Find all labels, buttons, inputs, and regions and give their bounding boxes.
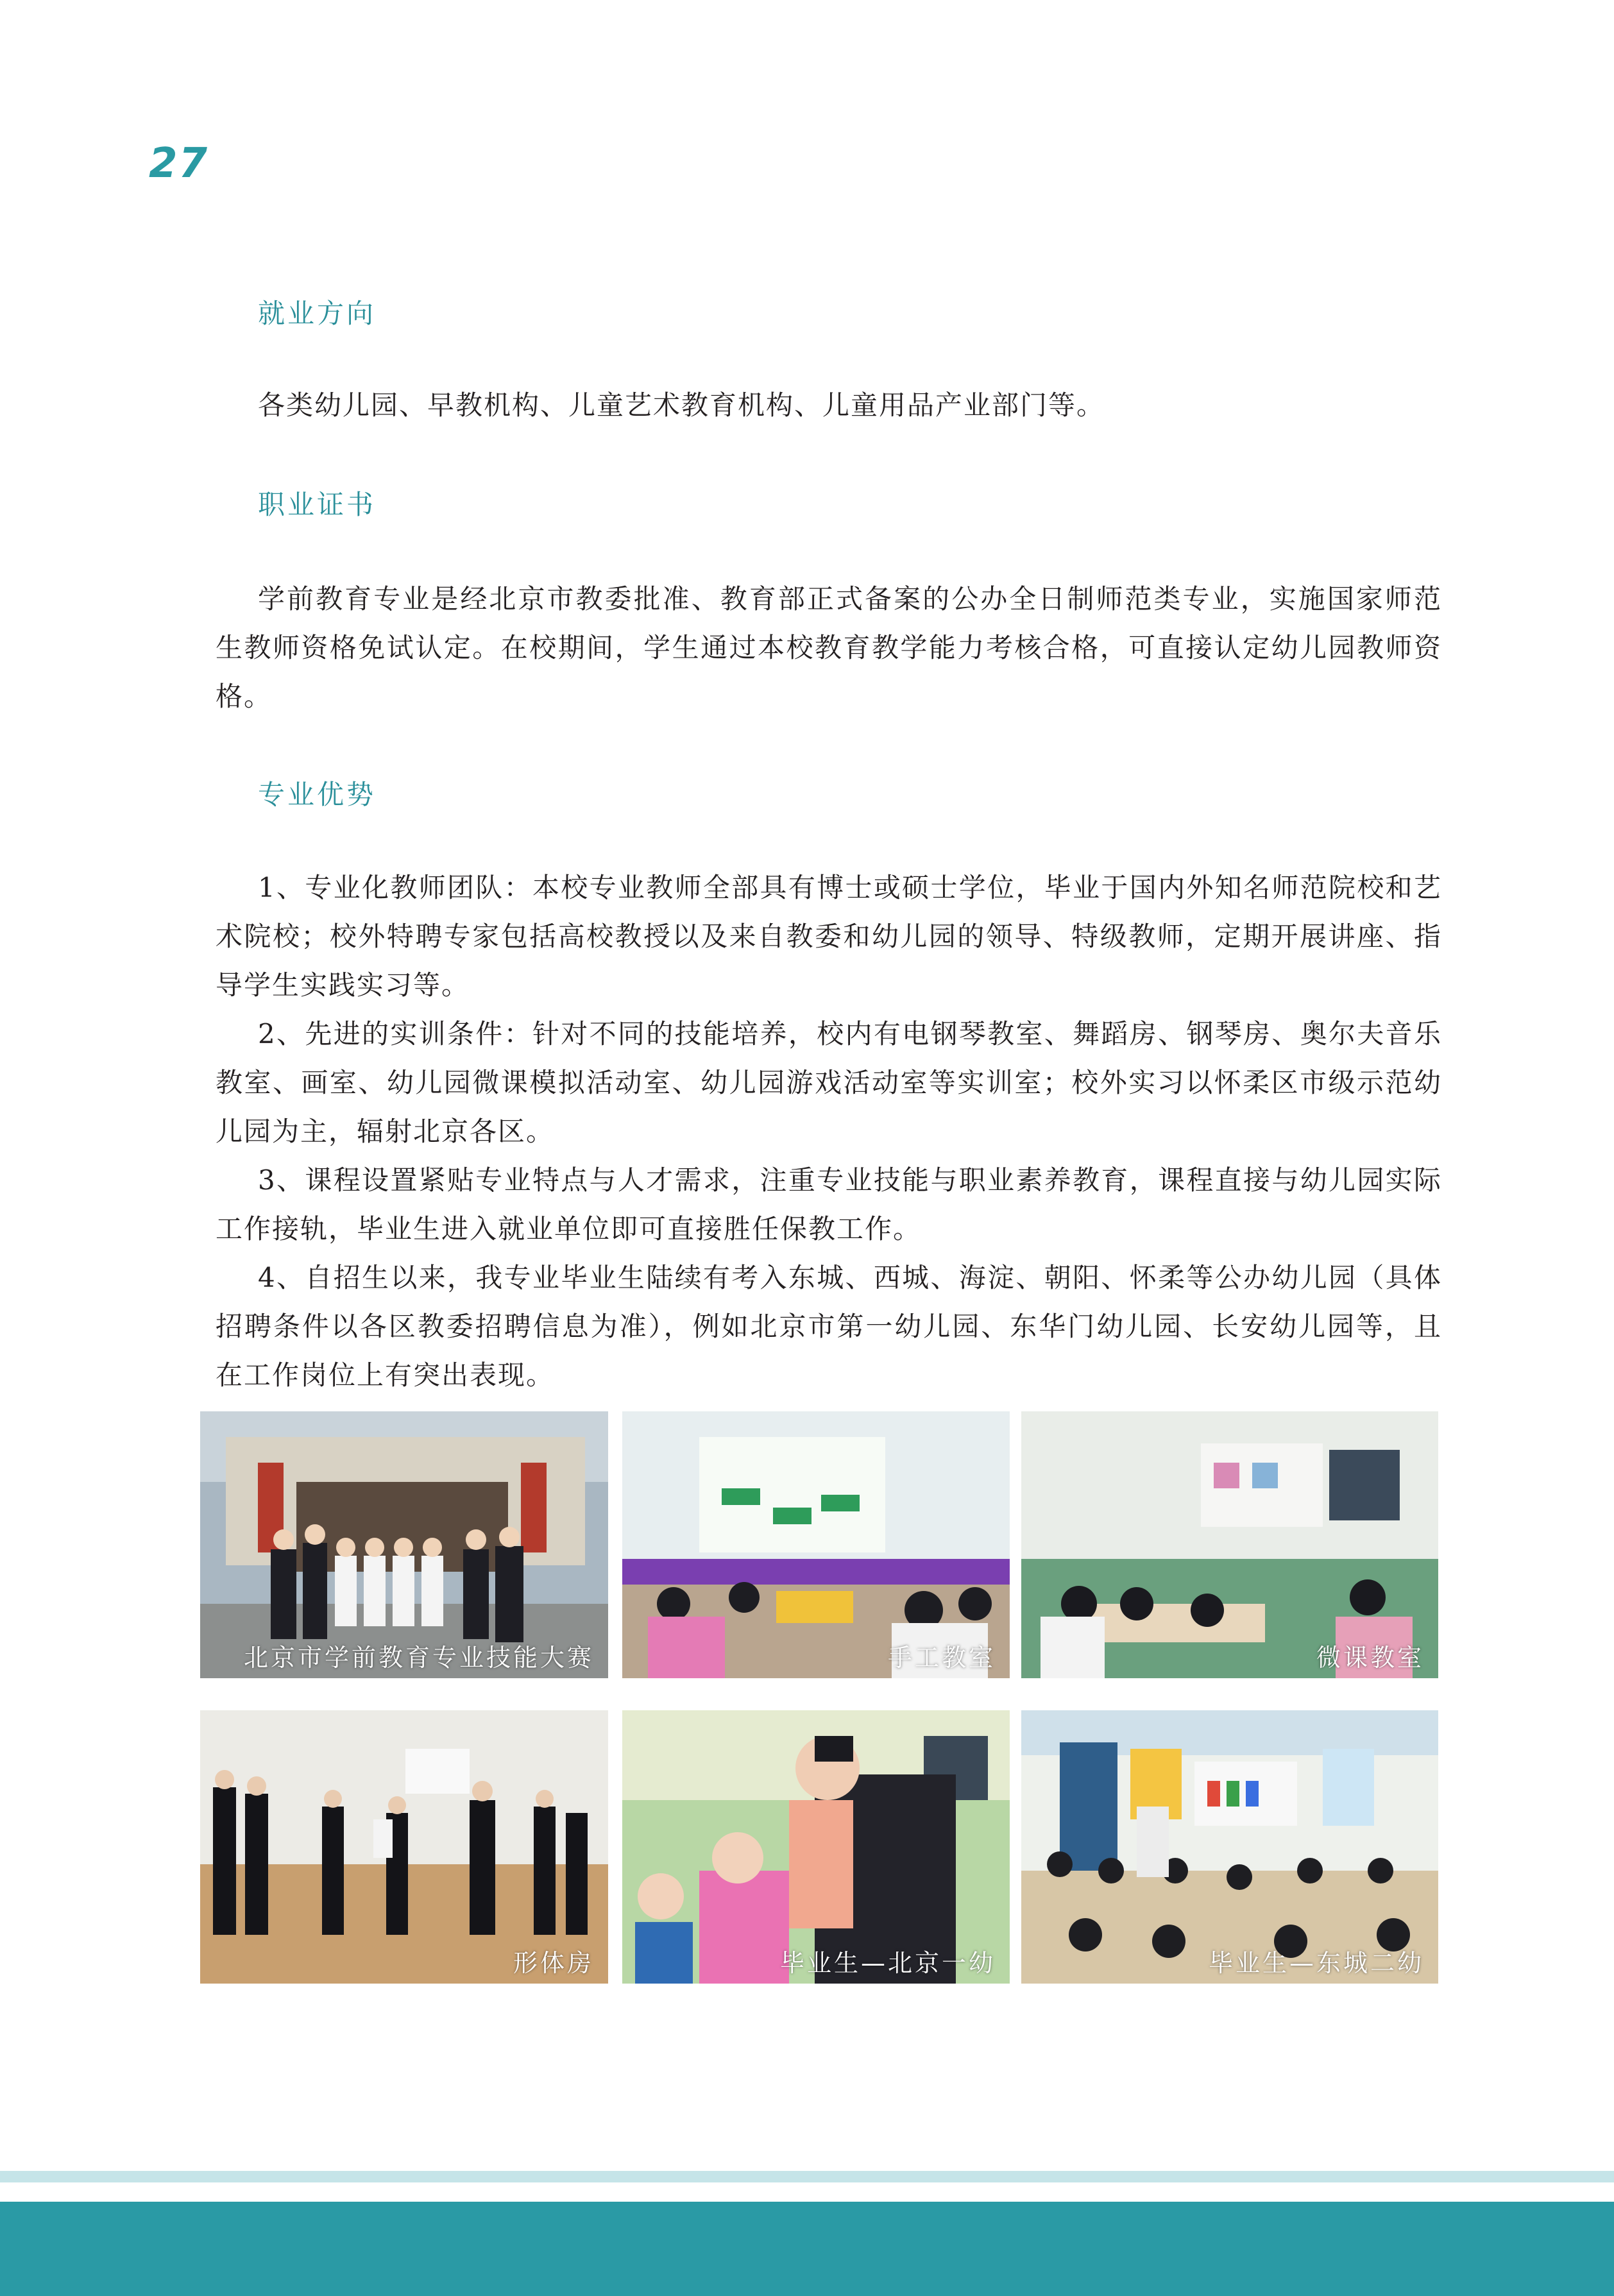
certificate-paragraph: 学前教育专业是经北京市教委批准、教育部正式备案的公办全日制师范类专业，实施国家师范生教师资格免试认定。在校期间，学生通过本校教育教学能力考核合格，可直接认定幼儿园教师资格。 — [216, 583, 1442, 712]
employment-heading: 就业方向 — [258, 298, 377, 329]
photo-graduate-dc-second — [1021, 1710, 1438, 1984]
employment-body — [216, 381, 1442, 430]
certificate-heading: 职业证书 — [258, 489, 377, 520]
footer-band-light — [0, 2171, 1614, 2182]
photo-microlesson-room — [1021, 1411, 1438, 1678]
photo-caption: 微课教室 — [1316, 1644, 1424, 1672]
photo-dance-room — [200, 1710, 608, 1984]
photo-competition — [200, 1411, 608, 1678]
photo-caption: 北京市学前教育专业技能大赛 — [243, 1644, 594, 1672]
advantage-paragraph-2: 2、先进的实训条件：针对不同的技能培养，校内有电钢琴教室、舞蹈房、钢琴房、奥尔夫音乐教室、画室、幼儿园微课模拟活动室、幼儿园游戏活动室等实训室；校外实习以怀柔区市级示范幼儿园为主，辐射北京各区。 — [216, 1018, 1442, 1147]
photo-handicraft-room — [622, 1411, 1010, 1678]
footer-band-dark — [0, 2202, 1614, 2296]
photo-graduate-bj-first — [622, 1710, 1010, 1984]
employment-paragraph: 各类幼儿园、早教机构、儿童艺术教育机构、儿童用品产业部门等。 — [258, 389, 1105, 421]
advantage-paragraph-4: 4、自招生以来，我专业毕业生陆续有考入东城、西城、海淀、朝阳、怀柔等公办幼儿园（具体招聘条件以各区教委招聘信息为准），例如北京市第一幼儿园、东华门幼儿园、长安幼儿园等，且在工作岗位上有突出表现。 — [216, 1262, 1442, 1391]
certificate-body — [216, 575, 1442, 721]
photo-caption: 形体房 — [513, 1949, 594, 1977]
advantages-heading: 专业优势 — [258, 779, 377, 810]
photo-caption: 毕业生—东城二幼 — [1208, 1949, 1424, 1977]
photo-caption: 毕业生—北京一幼 — [779, 1949, 996, 1977]
page-number: 27 — [149, 140, 209, 187]
advantage-paragraph-1: 1、专业化教师团队：本校专业教师全部具有博士或硕士学位，毕业于国内外知名师范院校和艺术院校；校外特聘专家包括高校教授以及来自教委和幼儿园的领导、特级教师，定期开展讲座、指导学生实践实习等。 — [216, 872, 1442, 1001]
advantage-paragraph-3: 3、课程设置紧贴专业特点与人才需求，注重专业技能与职业素养教育，课程直接与幼儿园实际工作接轨，毕业生进入就业单位即可直接胜任保教工作。 — [216, 1164, 1442, 1245]
photo-caption: 手工教室 — [887, 1644, 996, 1672]
advantages-body — [216, 863, 1442, 1400]
